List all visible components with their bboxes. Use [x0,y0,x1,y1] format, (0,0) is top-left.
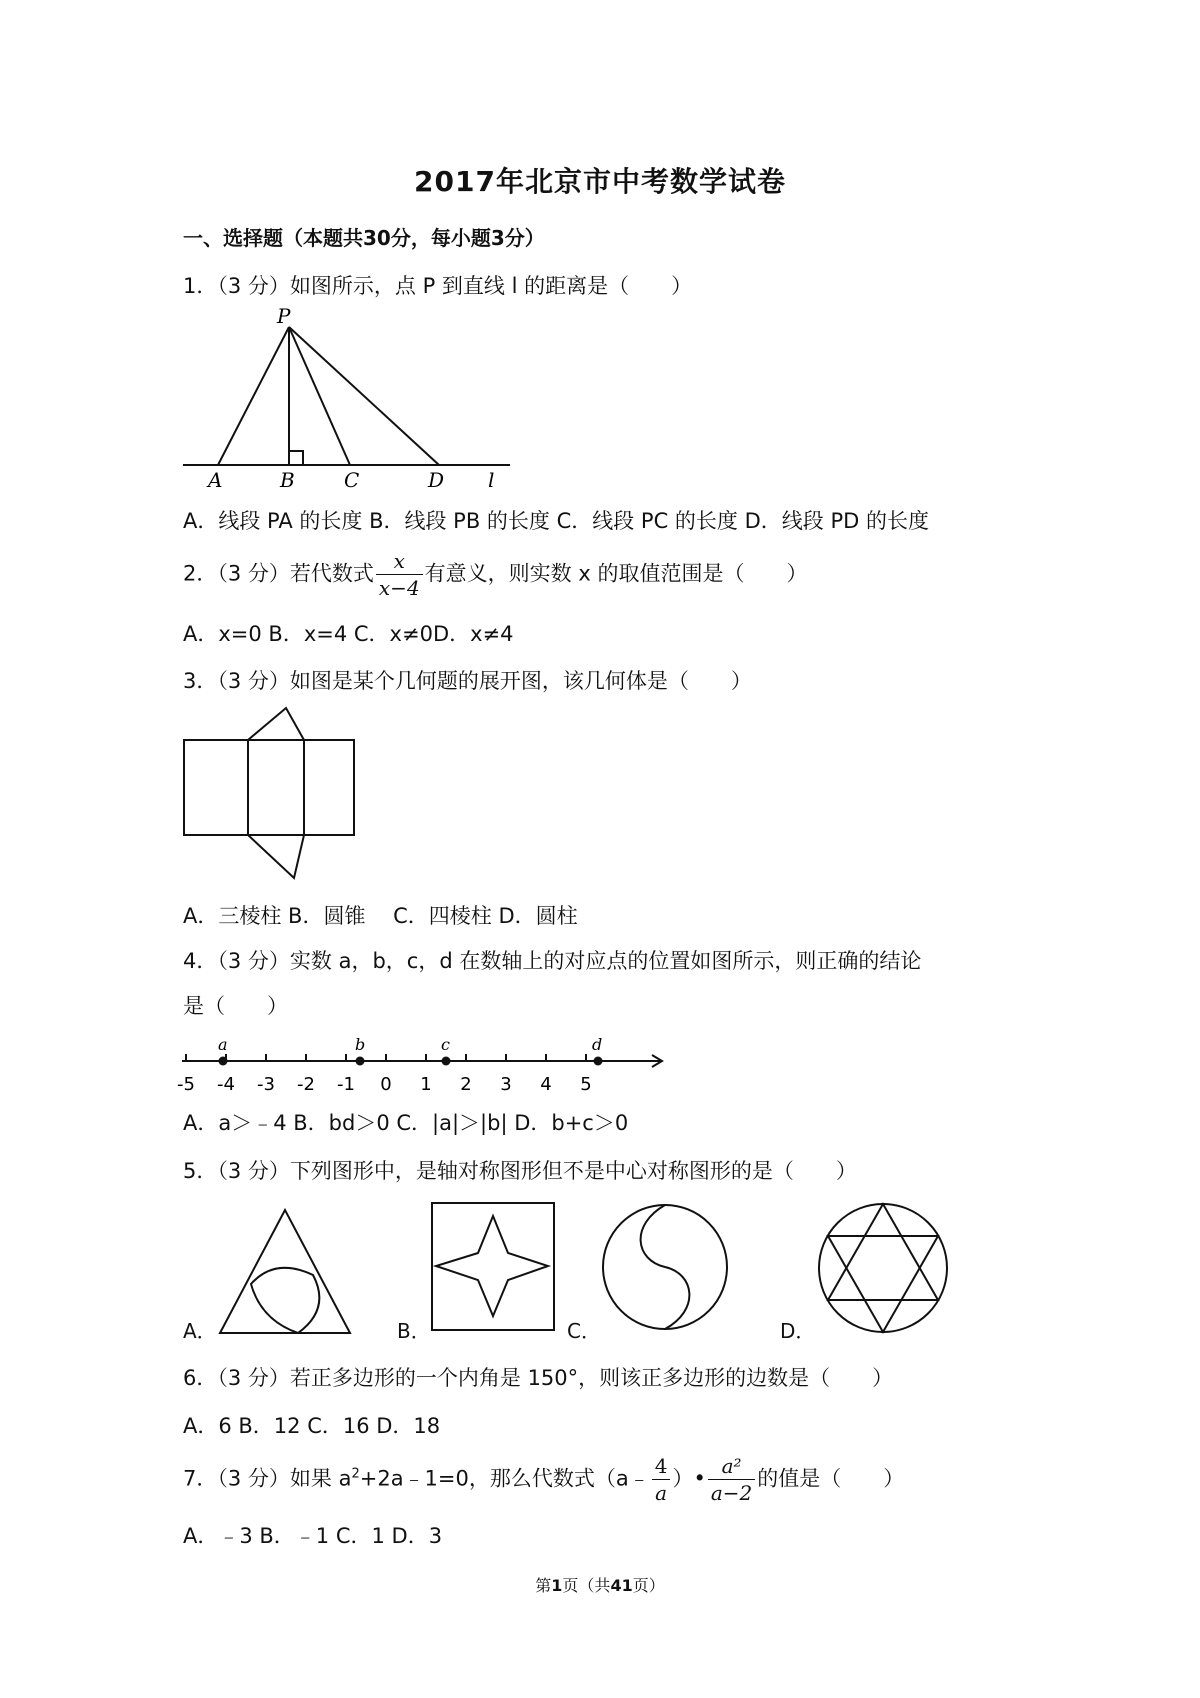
q7-frac2-den: a−2 [708,1479,755,1506]
label-d: D [428,468,445,492]
q1-figure [170,305,510,495]
label-point-a: a [218,1035,228,1054]
axis-tick-label: -5 [177,1074,195,1095]
axis-tick-label: 0 [380,1074,392,1095]
q2-fraction [376,548,423,601]
axis-tick-label: 5 [580,1074,592,1095]
q5-option-d-label: D． [780,1319,816,1343]
page-title: 2017年北京市中考数学试卷 [414,165,786,198]
q7-fraction-1 [652,1453,671,1506]
point-c [442,1057,451,1066]
label-a: A [208,468,223,492]
q3-net-figure [170,700,370,900]
point-b [356,1057,365,1066]
axis-tick-labels [177,1074,592,1095]
axis-ticks [186,1054,586,1061]
circle [819,1204,947,1332]
q7-stem-mid: +2a﹣1=0，那么代数式（a﹣ [359,1466,650,1491]
q5-figure-d [815,1200,955,1340]
net-top-triangle [248,708,304,740]
axis-tick-label: -3 [257,1074,275,1095]
label-point-d: d [592,1035,603,1054]
axis-tick-label: 2 [460,1074,472,1095]
segment-pd [289,327,439,465]
q5-option-a-label: A． [183,1319,217,1343]
q3-stem: 3．（3 分）如图是某个几何题的展开图，该几何体是（ ） [183,669,752,693]
footer-mid: 页（共 [562,1576,611,1595]
q7-stem-after: 的值是（ ） [757,1466,905,1491]
footer-suffix: 页） [632,1576,665,1595]
q3-options: A．三棱柱 B．圆锥 C．四棱柱 D．圆柱 [183,904,578,928]
label-l: l [488,468,495,492]
q2-frac-num: x [393,549,405,573]
triangle-up [828,1204,938,1300]
footer-page: 1 [551,1576,563,1595]
q2-stem [183,548,807,601]
q4-stem-line2: 是（ ） [183,994,288,1018]
q1-stem: 1．（3 分）如图所示，点 P 到直线 l 的距离是（ ） [183,274,693,298]
q5-figure-c [600,1200,735,1335]
q7-frac1-num: 4 [654,1454,668,1478]
net-rectangle [184,740,354,835]
footer-total: 41 [610,1576,633,1595]
q7-options: A．﹣3 B．﹣1 C．1 D．3 [183,1524,443,1548]
q7-fraction-2 [708,1453,755,1506]
footer-prefix: 第 [535,1576,552,1595]
q2-frac-den: x−4 [376,574,423,601]
triangle-down [828,1236,938,1332]
q7-stem-before: 7．（3 分）如果 a [183,1466,352,1491]
q1-options: A．线段 PA 的长度 B．线段 PB 的长度 C．线段 PC 的长度 D．线段 PD 的长度 [183,509,929,533]
label-c: C [344,468,360,492]
four-point-star [436,1216,548,1316]
q2-stem-before: 2．（3 分）若代数式 [183,561,374,586]
segment-pa [218,327,289,465]
page-footer [0,1573,1200,1596]
q2-stem-after: 有意义，则实数 x 的取值范围是（ ） [424,561,808,586]
square [432,1203,554,1330]
q5-stem: 5．（3 分）下列图形中，是轴对称图形但不是中心对称图形的是（ ） [183,1159,857,1183]
q5-option-c-label: C． [567,1319,601,1343]
right-angle-mark [289,451,303,465]
q7-stem [183,1453,904,1506]
axis-tick-label: 1 [420,1074,432,1095]
label-point-c: c [441,1035,450,1054]
q6-stem: 6．（3 分）若正多边形的一个内角是 150°，则该正多边形的边数是（ ） [183,1366,894,1390]
q5-figure-a [215,1205,365,1340]
triangle [220,1210,350,1333]
label-b: B [280,468,295,492]
q7-stem-dot: ）• [672,1466,706,1491]
axis-tick-label: -2 [297,1074,315,1095]
net-bottom-triangle [248,835,304,878]
point-a [219,1057,228,1066]
axis-tick-label: -1 [337,1074,355,1095]
segment-pc [289,327,350,465]
reuleaux-curve [251,1268,319,1333]
q7-frac1-den: a [652,1479,671,1506]
axis-tick-label: 4 [540,1074,552,1095]
q7-sup: 2 [351,1466,360,1482]
q4-options: A．a＞﹣4 B．bd＞0 C．|a|＞|b| D．b+c＞0 [183,1111,629,1135]
point-d [594,1057,603,1066]
q5-figure-b [430,1200,560,1332]
q6-options: A．6 B．12 C．16 D．18 [183,1414,441,1438]
yin-yang-curve [641,1205,690,1329]
label-p: P [277,305,291,328]
section-heading: 一、选择题（本题共30分，每小题3分） [183,226,545,250]
q4-number-line [170,1030,670,1100]
q2-options: A．x=0 B．x=4 C．x≠0D．x≠4 [183,622,514,646]
q7-frac2-num: a² [721,1454,742,1478]
axis-tick-label: 3 [500,1074,512,1095]
axis-tick-label: -4 [217,1074,235,1095]
q5-option-b-label: B． [397,1319,431,1343]
q4-stem-line1: 4．（3 分）实数 a，b，c，d 在数轴上的对应点的位置如图所示，则正确的结论 [183,949,922,973]
label-point-b: b [355,1035,366,1054]
